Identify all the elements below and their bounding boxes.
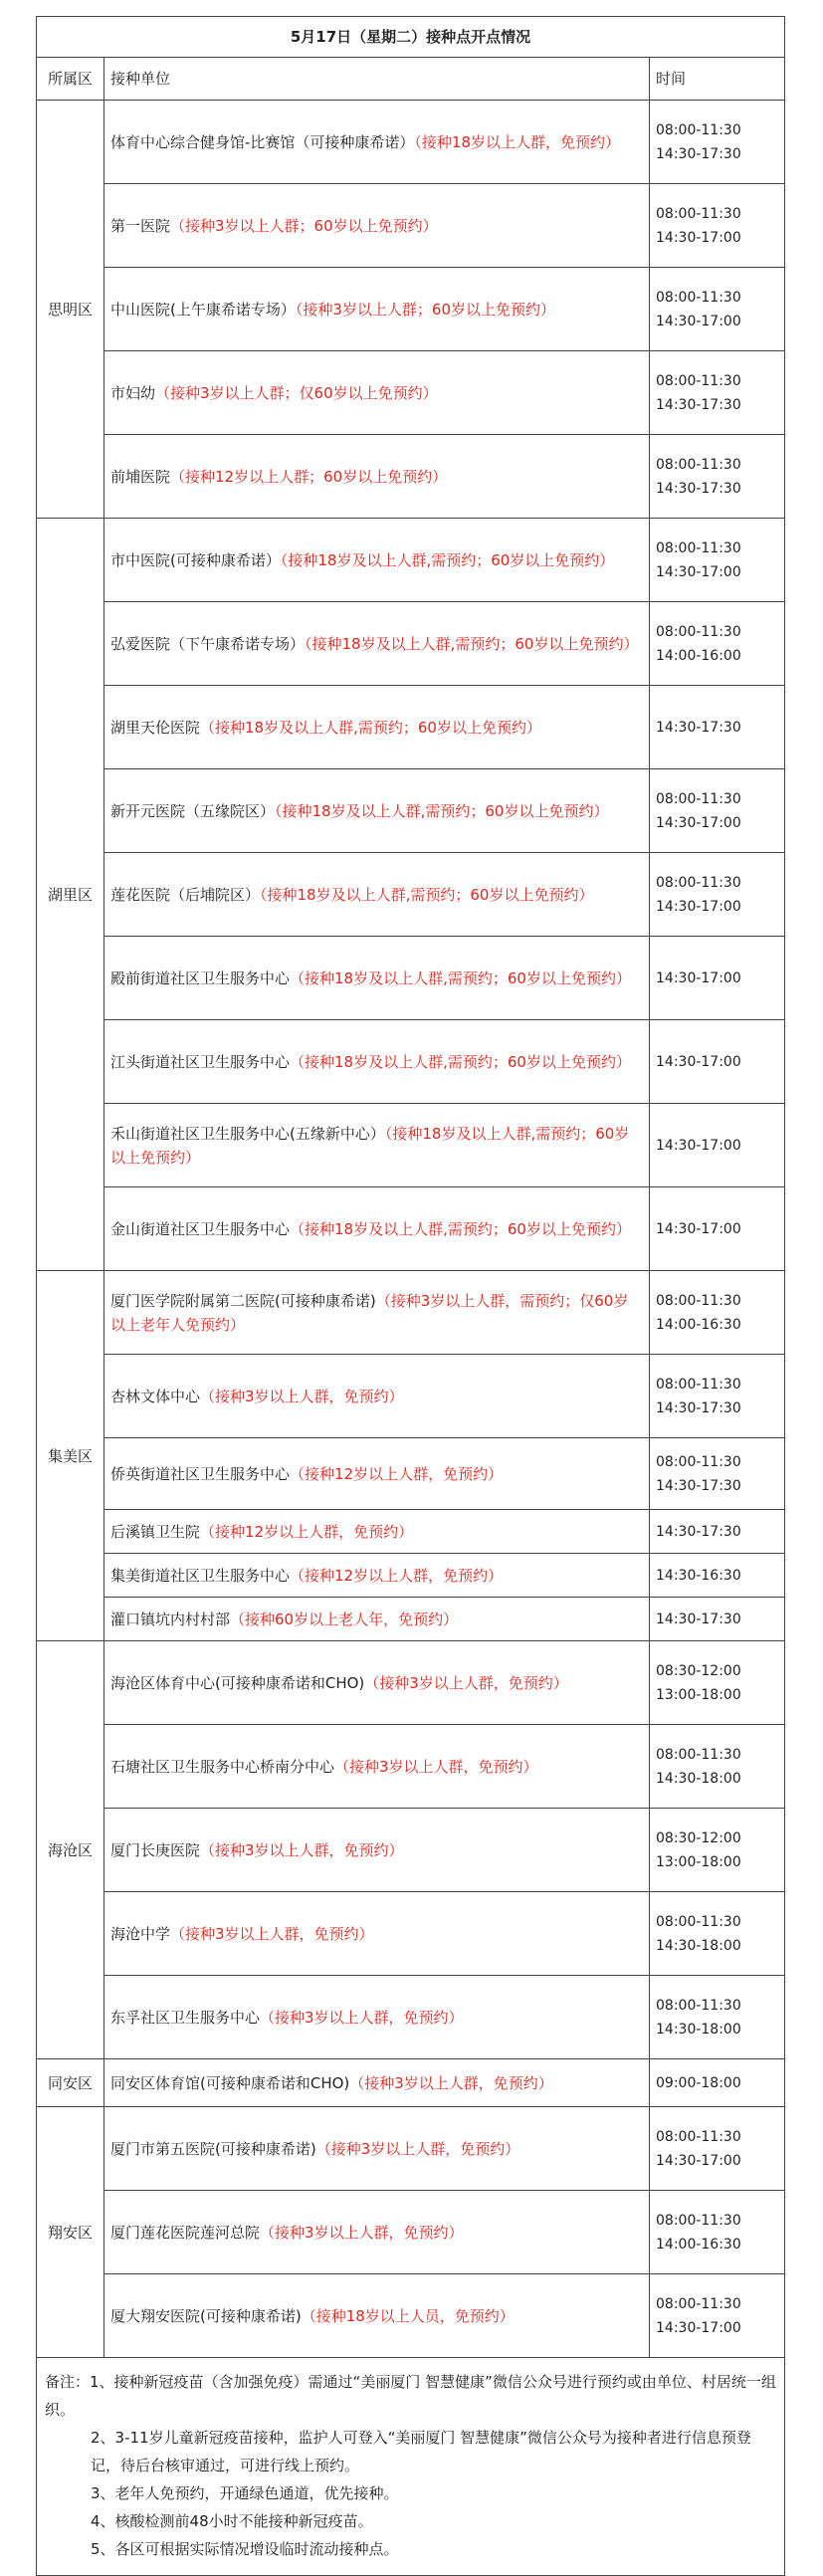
time-slot: 14:30-17:00 xyxy=(656,1053,741,1070)
eligibility-note: （接种3岁以上人群，免预约） xyxy=(315,2139,520,2158)
time-slot: 08:00-11:30 xyxy=(656,456,741,473)
time-slot: 08:00-11:30 xyxy=(656,289,741,306)
eligibility-note: （接种3岁以上人群，免预约） xyxy=(260,2223,464,2242)
time-slot: 14:00-16:00 xyxy=(656,647,741,664)
unit-cell xyxy=(104,1510,650,1554)
eligibility-note: （接种18岁及以上人群,需预约；60岁以上免预约） xyxy=(305,634,639,653)
time-slot: 14:00-16:30 xyxy=(656,2236,741,2253)
header-time: 时间 xyxy=(650,58,785,101)
time-cell xyxy=(650,1020,785,1104)
time-slot: 14:30-17:00 xyxy=(656,814,741,831)
time-cell xyxy=(650,1271,785,1355)
table-row xyxy=(37,2191,785,2274)
vaccination-sites-table xyxy=(36,16,785,2576)
unit-name: 莲花医院（后埔院区） xyxy=(110,885,261,904)
eligibility-note: （接种18岁及以上人群,需预约；60岁以上免预约） xyxy=(260,885,594,904)
time-cell xyxy=(650,1355,785,1438)
eligibility-note: （接种3岁以上人群；60岁以上免预约） xyxy=(295,300,555,319)
eligibility-note: （接种3岁以上人群，免预约） xyxy=(200,1387,404,1405)
district-cell: 集美区 xyxy=(37,1271,104,1641)
eligibility-note: （接种18岁及以上人群,需预约；60岁以上免预约） xyxy=(280,550,615,569)
time-slot: 09:00-18:00 xyxy=(656,2074,741,2091)
time-cell xyxy=(650,686,785,769)
district-cell: 海沧区 xyxy=(37,1641,104,2059)
time-cell xyxy=(650,1641,785,1725)
unit-cell xyxy=(104,101,650,184)
table-row xyxy=(37,853,785,937)
note-2: 2、3-11岁儿童新冠疫苗接种，监护人可登入“美丽厦门 智慧健康”微信公众号为接种者进行信息预登记，待后台核审通过，可进行线上预约。 xyxy=(91,2429,751,2474)
unit-cell xyxy=(104,853,650,937)
unit-name: 新开元医院（五缘院区） xyxy=(110,801,276,820)
time-slot: 14:00-16:30 xyxy=(656,1316,741,1333)
time-cell xyxy=(650,937,785,1020)
unit-cell xyxy=(104,1104,650,1187)
unit-cell xyxy=(104,1438,650,1510)
unit-cell xyxy=(104,2107,650,2191)
unit-cell xyxy=(104,1598,650,1641)
time-slot: 14:30-17:00 xyxy=(656,229,741,246)
time-cell xyxy=(650,1892,785,1976)
time-slot: 14:30-17:30 xyxy=(656,1477,741,1494)
time-cell xyxy=(650,602,785,686)
unit-name: 前埔医院 xyxy=(110,467,171,486)
time-slot: 08:30-12:00 xyxy=(656,1829,741,1846)
time-cell xyxy=(650,1104,785,1187)
unit-name: 集美街道社区卫生服务中心 xyxy=(110,1566,291,1585)
unit-name: 市中医院(可接种康希诺） xyxy=(110,550,281,569)
unit-cell xyxy=(104,1976,650,2059)
table-row xyxy=(37,1355,785,1438)
table-row xyxy=(37,1976,785,2059)
time-slot: 08:00-11:30 xyxy=(656,2295,741,2312)
unit-name: 海沧中学 xyxy=(110,1924,171,1943)
unit-cell xyxy=(104,1554,650,1598)
table-row xyxy=(37,1104,785,1187)
unit-cell xyxy=(104,602,650,686)
unit-name: 厦大翔安医院(可接种康希诺) xyxy=(110,2306,302,2325)
time-cell xyxy=(650,519,785,602)
time-slot: 08:00-11:30 xyxy=(656,1292,741,1309)
page-title: 5月17日（星期二）接种点开点情况 xyxy=(37,17,785,58)
table-row xyxy=(37,1510,785,1554)
unit-name: 湖里天伦医院 xyxy=(110,718,201,737)
table-row xyxy=(37,351,785,435)
table-row xyxy=(37,1725,785,1809)
time-slot: 14:30-17:00 xyxy=(656,563,741,580)
eligibility-note: （接种12岁以上人群；60岁以上免预约） xyxy=(170,467,448,486)
unit-cell xyxy=(104,351,650,435)
time-slot: 08:00-11:30 xyxy=(656,874,741,891)
unit-name: 厦门长庚医院 xyxy=(110,1840,201,1859)
unit-cell xyxy=(104,184,650,268)
unit-name: 厦门市第五医院(可接种康希诺) xyxy=(110,2139,316,2158)
time-cell xyxy=(650,1510,785,1554)
time-cell xyxy=(650,1187,785,1271)
time-slot: 14:30-18:00 xyxy=(656,1770,741,1787)
table-row xyxy=(37,101,785,184)
unit-cell xyxy=(104,1020,650,1104)
time-slot: 08:00-11:30 xyxy=(656,1997,741,2014)
table-row xyxy=(37,1271,785,1355)
time-cell xyxy=(650,2274,785,2358)
eligibility-note: （接种18岁以上人群，免预约） xyxy=(414,132,621,151)
table-row xyxy=(37,268,785,351)
time-slot: 14:30-17:00 xyxy=(656,969,741,986)
time-cell xyxy=(650,2059,785,2107)
unit-name: 后溪镇卫生院 xyxy=(110,1522,201,1541)
unit-name: 厦门莲花医院莲河总院 xyxy=(110,2223,261,2242)
table-header-row xyxy=(37,58,785,101)
unit-name: 东孚社区卫生服务中心 xyxy=(110,2008,261,2027)
unit-name: 石塘社区卫生服务中心桥南分中心 xyxy=(110,1757,335,1776)
eligibility-note: （接种3岁以上人群，免预约） xyxy=(200,1840,404,1859)
note-1: 备注：1、接种新冠疫苗（含加强免疫）需通过“美丽厦门 智慧健康”微信公众号进行预约或由单位、村居统一组织。 xyxy=(45,2373,776,2419)
time-cell xyxy=(650,351,785,435)
time-cell xyxy=(650,769,785,853)
eligibility-note: （接种60岁以上老人年，免预约） xyxy=(230,1610,459,1628)
time-slot: 08:00-11:30 xyxy=(656,372,741,389)
unit-name: 第一医院 xyxy=(110,216,171,235)
unit-name: 体育中心综合健身馆-比赛馆（可接种康希诺） xyxy=(110,132,415,151)
unit-name: 杏林文体中心 xyxy=(110,1387,201,1405)
unit-cell xyxy=(104,268,650,351)
time-slot: 08:00-11:30 xyxy=(656,1746,741,1763)
header-district: 所属区 xyxy=(37,58,104,101)
unit-name: 侨英街道社区卫生服务中心 xyxy=(110,1464,291,1483)
eligibility-note: （接种3岁以上人群，免预约） xyxy=(334,1757,538,1776)
unit-name: 中山医院(上午康希诺专场） xyxy=(110,300,296,319)
notes-cell xyxy=(37,2358,785,2576)
unit-cell xyxy=(104,1892,650,1976)
table-row xyxy=(37,769,785,853)
time-slot: 14:30-17:00 xyxy=(656,2152,741,2169)
eligibility-note: （接种18岁及以上人群,需预约；60岁以上免预约） xyxy=(290,968,631,987)
unit-cell xyxy=(104,1641,650,1725)
district-cell: 思明区 xyxy=(37,101,104,519)
unit-cell xyxy=(104,686,650,769)
district-cell: 湖里区 xyxy=(37,519,104,1271)
unit-cell xyxy=(104,1725,650,1809)
time-slot: 14:30-17:00 xyxy=(656,313,741,329)
eligibility-note: （接种3岁以上人群，免预约） xyxy=(364,1673,568,1692)
time-slot: 14:30-17:30 xyxy=(656,480,741,497)
table-row xyxy=(37,2107,785,2191)
time-slot: 14:30-17:00 xyxy=(656,898,741,915)
table-row xyxy=(37,519,785,602)
time-slot: 14:30-18:00 xyxy=(656,1937,741,1954)
time-slot: 14:30-17:00 xyxy=(656,1220,741,1237)
time-cell xyxy=(650,1554,785,1598)
district-cell: 翔安区 xyxy=(37,2107,104,2358)
eligibility-note: （接种12岁以上人群，免预约） xyxy=(200,1522,414,1541)
table-row xyxy=(37,2274,785,2358)
eligibility-note: （接种18岁及以上人群,需预约；60岁以上免预约） xyxy=(200,718,541,737)
time-slot: 13:00-18:00 xyxy=(656,1853,741,1870)
time-slot: 14:30-17:30 xyxy=(656,1523,741,1540)
time-slot: 14:30-16:30 xyxy=(656,1567,741,1584)
time-slot: 08:00-11:30 xyxy=(656,1913,741,1930)
time-slot: 08:00-11:30 xyxy=(656,121,741,138)
table-row xyxy=(37,184,785,268)
time-slot: 14:30-17:30 xyxy=(656,1610,741,1627)
eligibility-note: （接种12岁以上人群，免预约） xyxy=(290,1566,504,1585)
unit-name: 同安区体育馆(可接种康希诺和CHO) xyxy=(110,2073,350,2092)
table-row xyxy=(37,1020,785,1104)
time-slot: 08:00-11:30 xyxy=(656,1453,741,1470)
table-row xyxy=(37,1892,785,1976)
time-slot: 08:00-11:30 xyxy=(656,623,741,640)
unit-cell xyxy=(104,1187,650,1271)
notes-row xyxy=(37,2358,785,2576)
table-row xyxy=(37,1809,785,1892)
time-slot: 14:30-17:30 xyxy=(656,1399,741,1416)
eligibility-note: （接种3岁以上人群，免预约） xyxy=(349,2073,553,2092)
unit-name: 厦门医学院附属第二医院(可接种康希诺) xyxy=(110,1291,376,1310)
unit-cell xyxy=(104,435,650,519)
eligibility-note: （接种3岁以上人群，需预约；仅60岁以上老年人免预约） xyxy=(110,1291,629,1334)
time-slot: 14:30-18:00 xyxy=(656,2021,741,2038)
unit-cell xyxy=(104,519,650,602)
unit-cell xyxy=(104,2274,650,2358)
table-row xyxy=(37,435,785,519)
eligibility-note: （接种3岁以上人群；仅60岁以上免预约） xyxy=(155,383,438,402)
table-row xyxy=(37,2059,785,2107)
eligibility-note: （接种18岁及以上人群,需预约；60岁以上免预约） xyxy=(290,1219,631,1238)
table-row xyxy=(37,686,785,769)
unit-name: 禾山街道社区卫生服务中心(五缘新中心） xyxy=(110,1124,385,1143)
table-row xyxy=(37,602,785,686)
time-cell xyxy=(650,1725,785,1809)
unit-cell xyxy=(104,1355,650,1438)
eligibility-note: （接种18岁以上人员，免预约） xyxy=(301,2306,514,2325)
table-row xyxy=(37,1641,785,1725)
unit-cell xyxy=(104,2059,650,2107)
unit-name: 江头街道社区卫生服务中心 xyxy=(110,1052,291,1071)
note-4: 4、核酸检测前48小时不能接种新冠疫苗。 xyxy=(91,2512,373,2530)
eligibility-note: （接种18岁及以上人群,需预约；60岁以上免预约） xyxy=(275,801,609,820)
table-row xyxy=(37,937,785,1020)
unit-name: 海沧区体育中心(可接种康希诺和CHO) xyxy=(110,1673,365,1692)
time-cell xyxy=(650,1598,785,1641)
time-slot: 14:30-17:30 xyxy=(656,396,741,413)
time-slot: 08:00-11:30 xyxy=(656,2128,741,2145)
unit-cell xyxy=(104,1809,650,1892)
unit-name: 殿前街道社区卫生服务中心 xyxy=(110,968,291,987)
note-5: 5、各区可根据实际情况增设临时流动接种点。 xyxy=(91,2540,399,2558)
unit-cell xyxy=(104,937,650,1020)
table-row xyxy=(37,1598,785,1641)
table-row xyxy=(37,1554,785,1598)
time-slot: 08:00-11:30 xyxy=(656,539,741,556)
document xyxy=(36,16,784,2576)
table-row xyxy=(37,1187,785,1271)
time-slot: 08:00-11:30 xyxy=(656,2212,741,2229)
time-slot: 14:30-17:00 xyxy=(656,2319,741,2336)
time-slot: 08:00-11:30 xyxy=(656,205,741,222)
time-cell xyxy=(650,435,785,519)
time-slot: 14:30-17:00 xyxy=(656,1137,741,1154)
time-slot: 08:00-11:30 xyxy=(656,1376,741,1393)
time-cell xyxy=(650,1438,785,1510)
time-cell xyxy=(650,101,785,184)
unit-cell xyxy=(104,1271,650,1355)
time-cell xyxy=(650,1809,785,1892)
time-cell xyxy=(650,268,785,351)
time-cell xyxy=(650,184,785,268)
unit-cell xyxy=(104,769,650,853)
note-3: 3、老年人免预约，开通绿色通道，优先接种。 xyxy=(91,2484,399,2502)
time-slot: 08:00-11:30 xyxy=(656,790,741,807)
time-cell xyxy=(650,853,785,937)
time-slot: 08:30-12:00 xyxy=(656,1662,741,1679)
eligibility-note: （接种3岁以上人群，免预约） xyxy=(170,1924,374,1943)
table-row xyxy=(37,1438,785,1510)
time-cell xyxy=(650,2191,785,2274)
unit-name: 金山街道社区卫生服务中心 xyxy=(110,1219,291,1238)
time-cell xyxy=(650,2107,785,2191)
header-unit: 接种单位 xyxy=(104,58,650,101)
time-cell xyxy=(650,1976,785,2059)
unit-cell xyxy=(104,2191,650,2274)
unit-name: 弘爱医院（下午康希诺专场） xyxy=(110,634,306,653)
time-slot: 14:30-17:30 xyxy=(656,719,741,736)
eligibility-note: （接种18岁及以上人群,需预约；60岁以上免预约） xyxy=(110,1124,630,1167)
eligibility-note: （接种18岁及以上人群,需预约；60岁以上免预约） xyxy=(290,1052,631,1071)
time-slot: 13:00-18:00 xyxy=(656,1686,741,1703)
unit-name: 灌口镇坑内村村部 xyxy=(110,1610,231,1628)
eligibility-note: （接种3岁以上人群；60岁以上免预约） xyxy=(170,216,438,235)
eligibility-note: （接种3岁以上人群，免预约） xyxy=(260,2008,464,2027)
district-cell: 同安区 xyxy=(37,2059,104,2107)
unit-name: 市妇幼 xyxy=(110,383,156,402)
time-slot: 14:30-17:30 xyxy=(656,145,741,162)
eligibility-note: （接种12岁以上人群，免预约） xyxy=(290,1464,504,1483)
